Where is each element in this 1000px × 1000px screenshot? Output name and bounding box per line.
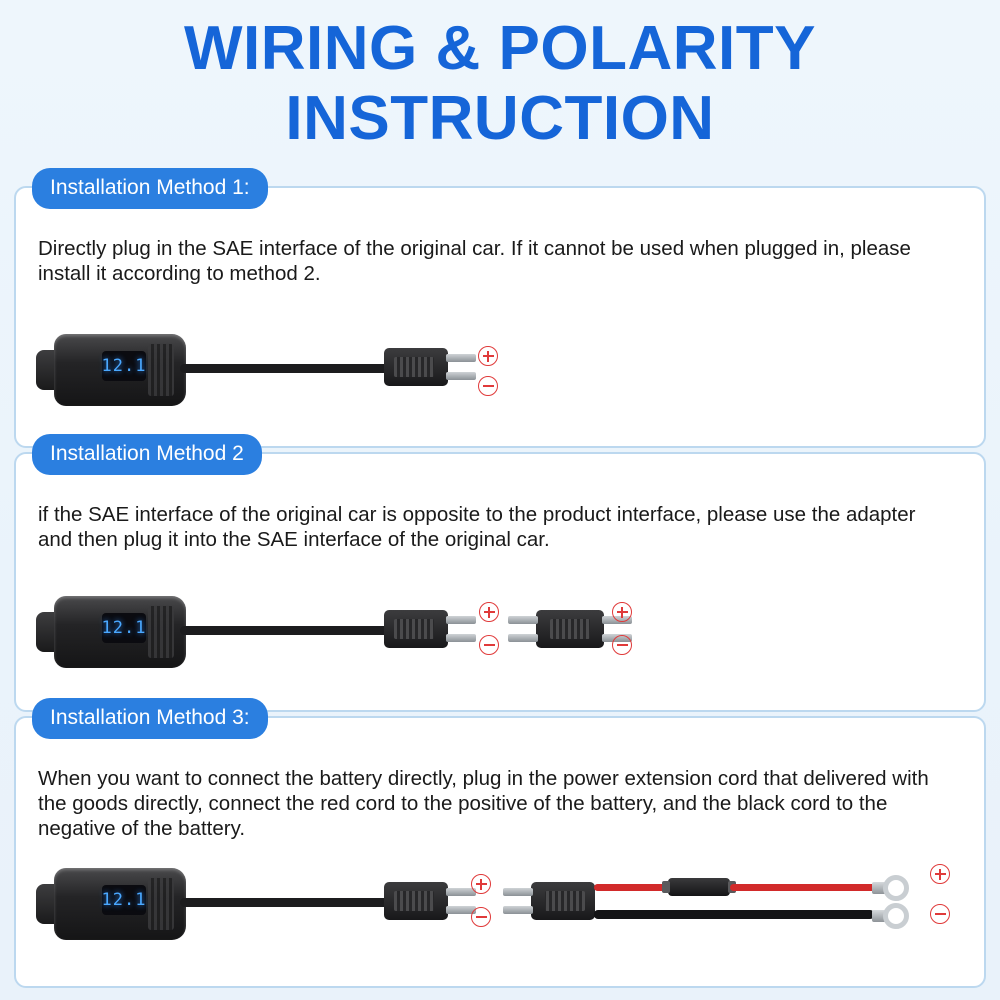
extension-cord-sae	[503, 882, 595, 920]
device-display-screen	[102, 351, 146, 381]
ring-terminal-positive	[872, 875, 906, 901]
device-cable-1	[180, 364, 398, 373]
red-wire-segment-2	[730, 884, 876, 891]
sae-prong-positive-icon	[503, 888, 533, 896]
sae-prong-positive-icon	[508, 616, 538, 624]
sae-shell-icon	[531, 882, 595, 920]
device-ridges-icon	[148, 606, 174, 658]
title-line-2: INSTRUCTION	[285, 84, 715, 153]
ring-eye-icon	[883, 875, 909, 901]
polarity-plus-icon-right	[930, 864, 950, 884]
voltmeter-device-1	[36, 334, 186, 406]
inline-fuse-holder	[668, 878, 730, 896]
sae-connector-3	[384, 882, 476, 920]
method-3-badge: Installation Method 3:	[32, 698, 268, 739]
title-line-1: WIRING & POLARITY	[184, 14, 816, 83]
polarity-minus-icon-left	[471, 907, 491, 927]
device-body	[54, 868, 186, 940]
black-wire	[594, 910, 874, 919]
ring-eye-icon	[883, 903, 909, 929]
device-ridges-icon	[148, 344, 174, 396]
device-voltage-reading: 12.1	[101, 890, 147, 910]
sae-shell-icon	[384, 348, 448, 386]
method-2-text: if the SAE interface of the original car is opposite to the product interface, please use the adapter and then plug it into the SAE interface of the original car.	[38, 503, 916, 551]
polarity-minus-icon-right	[612, 635, 632, 655]
sae-prong-negative-icon	[503, 906, 533, 914]
method-card-2	[14, 442, 986, 712]
polarity-plus-icon-left	[471, 874, 491, 894]
method-card-1	[14, 176, 986, 448]
polarity-minus-icon	[478, 376, 498, 396]
device-voltage-reading: 12.1	[101, 356, 147, 376]
polarity-minus-icon-left	[479, 635, 499, 655]
polarity-plus-icon-left	[479, 602, 499, 622]
sae-prong-negative-icon	[446, 634, 476, 642]
device-body	[54, 596, 186, 668]
method-3-text: When you want to connect the battery directly, plug in the power extension cord that delivered with the goods directly, connect the red cord to the positive of the battery, and the black cord to the negative of the battery.	[38, 767, 929, 840]
sae-prong-negative-icon	[446, 372, 476, 380]
sae-prong-negative-icon	[508, 634, 538, 642]
method-2-badge: Installation Method 2	[32, 434, 262, 475]
voltmeter-device-2	[36, 596, 186, 668]
sae-prong-positive-icon	[446, 354, 476, 362]
device-voltage-reading: 12.1	[101, 618, 147, 638]
polarity-minus-icon-right	[930, 904, 950, 924]
device-display-screen	[102, 613, 146, 643]
sae-shell-icon	[540, 610, 604, 648]
method-1-badge: Installation Method 1:	[32, 168, 268, 209]
polarity-plus-icon-right	[612, 602, 632, 622]
voltmeter-device-3	[36, 868, 186, 940]
device-cable-3	[180, 898, 398, 907]
fuse-cap-left-icon	[662, 881, 670, 893]
sae-connector-1	[384, 348, 476, 386]
method-card-3	[14, 706, 986, 988]
device-body	[54, 334, 186, 406]
device-cable-2	[180, 626, 398, 635]
device-ridges-icon	[148, 878, 174, 930]
method-1-text: Directly plug in the SAE interface of the original car. If it cannot be used when plugged in, please install it according to method 2.	[38, 237, 911, 285]
sae-shell-icon	[384, 882, 448, 920]
polarity-plus-icon	[478, 346, 498, 366]
sae-prong-positive-icon	[446, 616, 476, 624]
ring-terminal-negative	[872, 903, 906, 929]
sae-connector-2	[384, 610, 476, 648]
page-title	[0, 0, 1000, 153]
device-display-screen	[102, 885, 146, 915]
sae-shell-icon	[384, 610, 448, 648]
